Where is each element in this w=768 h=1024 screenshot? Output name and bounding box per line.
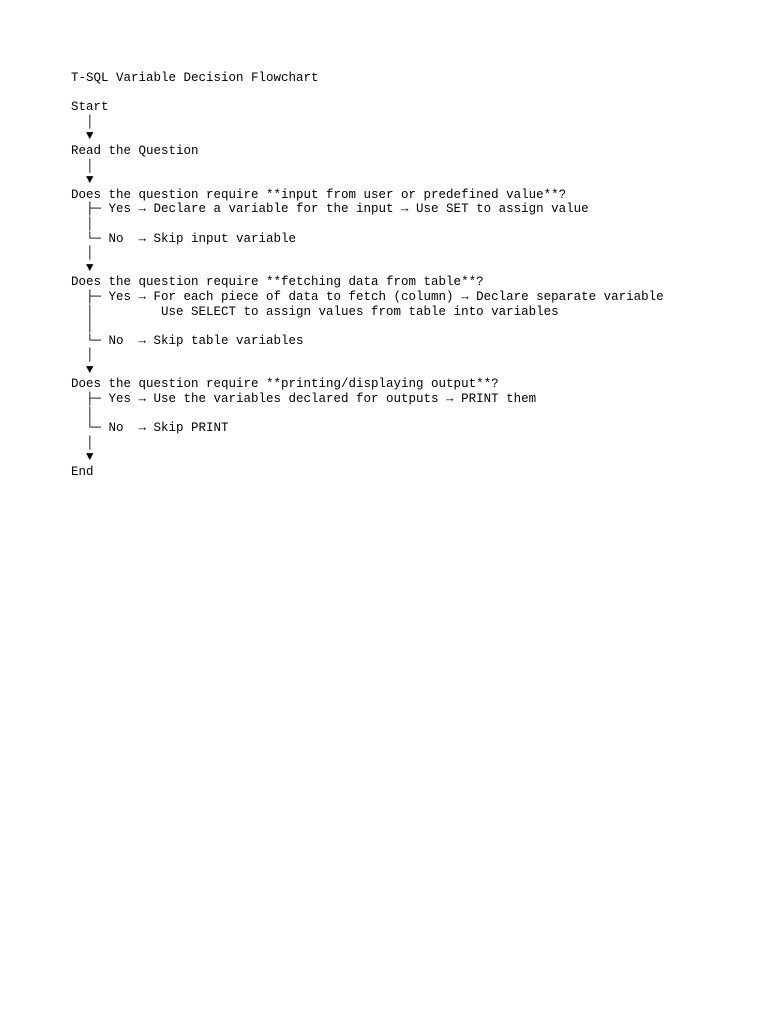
- connector-line: │: [71, 348, 94, 363]
- branch-fetch-yes-continued: │ Use SELECT to assign values from table into variables: [71, 304, 559, 319]
- flowchart-document: [71, 71, 751, 480]
- connector-line: │: [71, 158, 94, 173]
- arrow-down-icon: ▼: [71, 450, 94, 465]
- branch-input-no: └─ No → Skip input variable: [71, 231, 297, 246]
- arrow-down-icon: ▼: [71, 260, 94, 275]
- decision-print: Does the question require **printing/displaying output**?: [71, 377, 499, 392]
- arrow-down-icon: ▼: [71, 173, 94, 188]
- branch-print-no: └─ No → Skip PRINT: [71, 421, 229, 436]
- decision-input: Does the question require **input from user or predefined value**?: [71, 187, 567, 202]
- connector-line: │: [71, 216, 94, 231]
- branch-input-yes: ├─ Yes → Declare a variable for the input → Use SET to assign value: [71, 202, 589, 217]
- step-start: Start: [71, 100, 109, 115]
- branch-fetch-yes: ├─ Yes → For each piece of data to fetch (column) → Declare separate variable: [71, 289, 664, 304]
- connector-line: │: [71, 114, 94, 129]
- doc-title: T-SQL Variable Decision Flowchart: [71, 71, 319, 85]
- arrow-down-icon: ▼: [71, 362, 94, 377]
- step-end: End: [71, 465, 94, 480]
- arrow-down-icon: ▼: [71, 129, 94, 144]
- connector-line: │: [71, 319, 94, 334]
- connector-line: │: [71, 246, 94, 261]
- step-read-question: Read the Question: [71, 143, 199, 158]
- blank-line: [71, 86, 751, 101]
- branch-print-yes: ├─ Yes → Use the variables declared for outputs → PRINT them: [71, 392, 537, 407]
- connector-line: │: [71, 406, 94, 421]
- decision-fetch: Does the question require **fetching data from table**?: [71, 275, 484, 290]
- branch-fetch-no: └─ No → Skip table variables: [71, 333, 304, 348]
- connector-line: │: [71, 435, 94, 450]
